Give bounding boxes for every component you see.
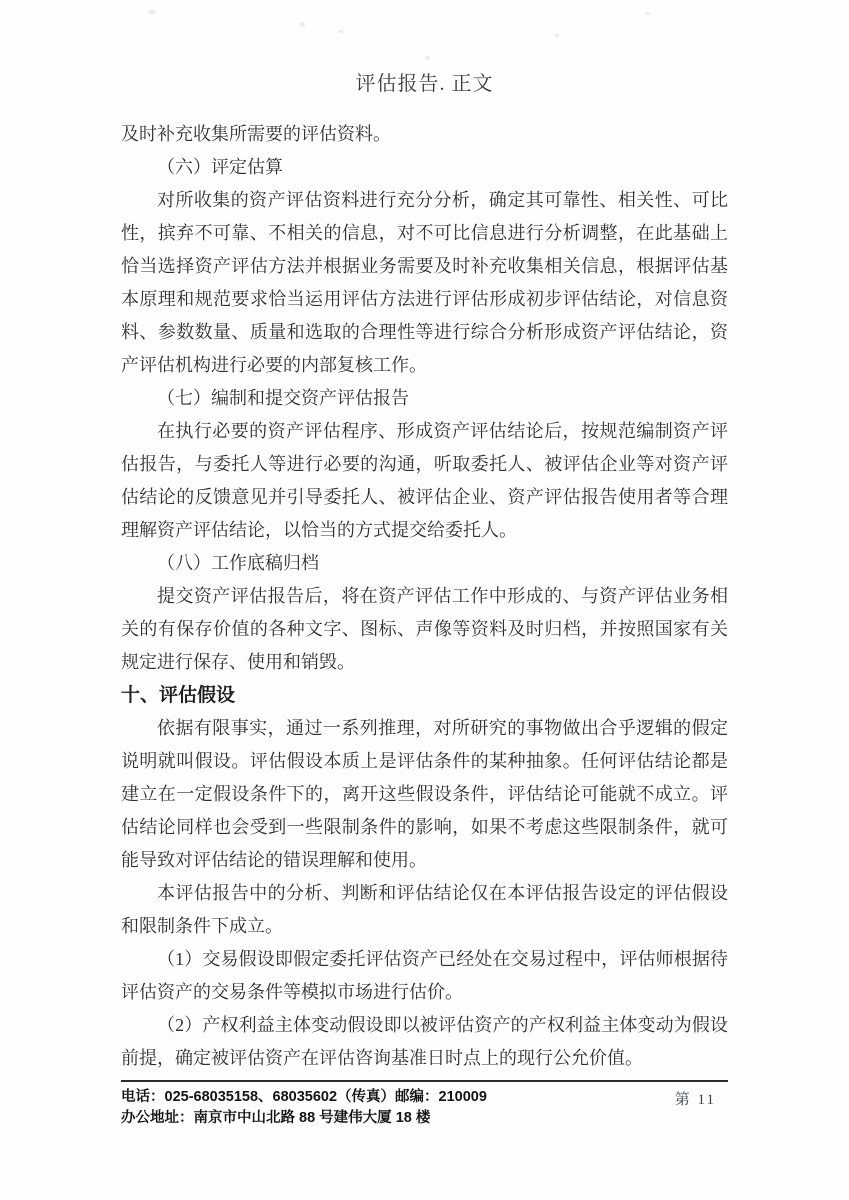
paragraph-seven-body: 在执行必要的资产评估程序、形成资产评估结论后，按规范编制资产评估报告，与委托人等进行必要的沟通，听取委托人、被评估企业等对资产评估结论的反馈意见并引导委托人、被评估企业、资产评估报告使用者等合理理解资产评估结论，以恰当的方式提交给委托人。 [121,421,728,540]
section-heading-seven: （七）编制和提交资产评估报告 [157,388,409,408]
page-number: 第 11 [674,1092,716,1108]
section-heading-six: （六）评定估算 [157,157,283,177]
scan-speckle [645,12,650,15]
scan-speckle [338,30,344,33]
footer-phone-line: 电话：025-68035158、68035602（传真）邮编：210009 [121,1089,487,1105]
paragraph-eight-body: 提交资产评估报告后，将在资产评估工作中形成的、与资产评估业务相关的有保存价值的各种文字、图标、声像等资料及时归档，并按照国家有关规定进行保存、使用和销毁。 [121,586,728,672]
footer-address-line: 办公地址：南京市中山北路 88 号建伟大厦 18 楼 [121,1110,431,1126]
paragraph-assumption-intro: 依据有限事实，通过一系列推理，对所研究的事物做出合乎逻辑的假定说明就叫假设。评估假设本质上是评估条件的某种抽象。任何评估结论都是建立在一定假设条件下的，离开这些假设条件，评估结论可能就不成立。评估结论同样也会受到一些限制条件的影响，如果不考虑这些限制条件，就可能导致对评估结论的错误理解和使用。 [121,718,728,870]
page-content [121,70,728,1075]
scan-speckle [300,22,305,27]
chapter-heading-ten: 十、评估假设 [121,685,236,706]
paragraph-continuation: 及时补充收集所需要的评估资料。 [121,124,391,144]
section-heading-eight: （八）工作底稿归档 [157,553,319,573]
scan-speckle [425,56,430,60]
page-footer [121,1080,728,1129]
paragraph-assumption-1: （1）交易假设即假定委托评估资产已经处在交易过程中，评估师根据待评估资产的交易条件等模拟市场进行估价。 [121,949,728,1002]
scan-speckle [555,34,559,37]
scan-speckle [148,10,156,14]
paragraph-assumption-scope: 本评估报告中的分析、判断和评估结论仅在本评估报告设定的评估假设和限制条件下成立。 [121,883,728,936]
page-title: 评估报告. 正文 [355,73,494,95]
document-body [121,118,728,1075]
paragraph-six-body: 对所收集的资产评估资料进行充分分析，确定其可靠性、相关性、可比性，摈弃不可靠、不相关的信息，对不可比信息进行分析调整，在此基础上恰当选择资产评估方法并根据业务需要及时补充收集相关信息，根据评估基本原理和规范要求恰当运用评估方法进行评估形成初步评估结论，对信息资料、参数数量、质量和选取的合理性等进行综合分析形成资产评估结论，资产评估机构进行必要的内部复核工作。 [121,190,728,375]
paragraph-assumption-2: （2）产权利益主体变动假设即以被评估资产的产权利益主体变动为假设前提，确定被评估资产在评估咨询基准日时点上的现行公允价值。 [121,1015,728,1068]
